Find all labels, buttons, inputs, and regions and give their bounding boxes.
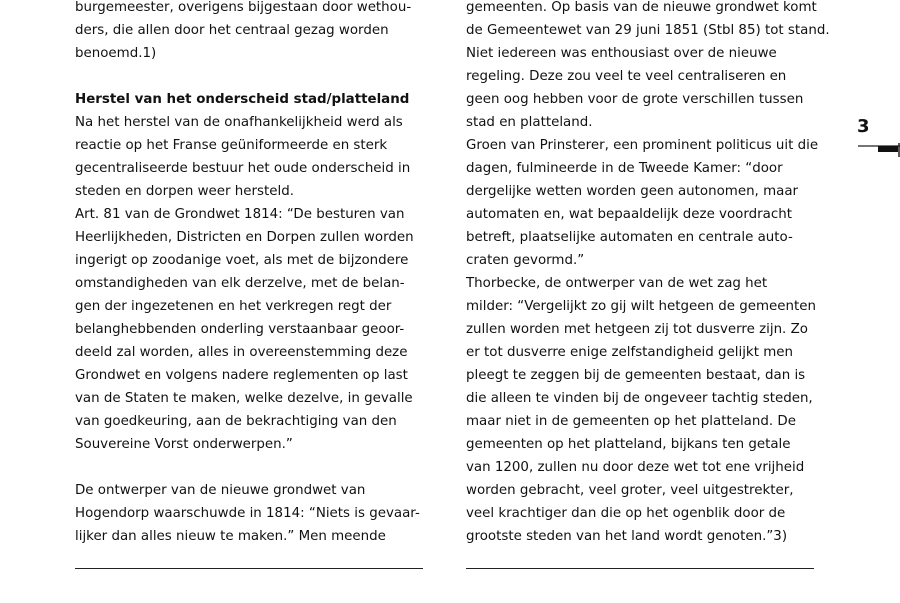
body-text-line: van 1200, zullen nu door deze wet tot ene vrijheid	[466, 460, 805, 475]
body-text-line: regeling. Deze zou veel te veel centraliseren en	[466, 69, 787, 84]
body-text-line: zullen worden met hetgeen zij tot dusverre zijn. Zo	[466, 322, 808, 337]
body-text-line: maar niet in de gemeenten op het platteland. De	[466, 414, 796, 429]
paragraph-gap	[75, 65, 423, 88]
body-text-line: die alleen te vinden bij de ongeveer tachtig steden,	[466, 391, 813, 406]
body-text-line: ders, die allen door het centraal gezag worden	[75, 23, 389, 38]
body-text-line: de Gemeentewet van 29 juni 1851 (Stbl 85) tot stand.	[466, 23, 830, 38]
section-heading: Herstel van het onderscheid stad/platteland	[75, 92, 410, 107]
page-edge-marker	[858, 143, 900, 157]
left-text-column	[75, 0, 423, 548]
body-text-line: ingerigt op zoodanige voet, als met de bijzondere	[75, 253, 409, 268]
body-text-line: stad en platteland.	[466, 115, 593, 130]
body-text-line: burgemeester, overigens bijgestaan door wethou-	[75, 0, 412, 15]
body-text-line: er tot dusverre enige zelfstandigheid gelijkt men	[466, 345, 793, 360]
body-text-line: benoemd.1)	[75, 46, 157, 61]
body-text-line: lijker dan alles nieuw te maken.” Men meende	[75, 529, 386, 544]
body-text-line: gemeenten op het platteland, bijkans ten getale	[466, 437, 791, 452]
body-text-line: Hogendorp waarschuwde in 1814: “Niets is gevaar-	[75, 506, 420, 521]
body-text-line: omstandigheden van elk derzelve, met de belan-	[75, 276, 405, 291]
body-text-line: veel krachtiger dan die op het ogenblik door de	[466, 506, 786, 521]
body-text-line: Heerlijkheden, Districten en Dorpen zullen worden	[75, 230, 414, 245]
body-text-line: Thorbecke, de ontwerper van de wet zag het	[466, 276, 768, 291]
body-text-line: pleegt te zeggen bij de gemeenten bestaat, dan is	[466, 368, 806, 383]
body-text-line: Na het herstel van de onafhankelijkheid werd als	[75, 115, 403, 130]
body-text-line: gemeenten. Op basis van de nieuwe grondwet komt	[466, 0, 817, 15]
paragraph-gap	[75, 456, 423, 479]
body-text-line: De ontwerper van de nieuwe grondwet van	[75, 483, 366, 498]
body-text-line: Souvereine Vorst onderwerpen.”	[75, 437, 293, 452]
body-text-line: van goedkeuring, aan de bekrachtiging van den	[75, 414, 397, 429]
body-text-line: automaten en, wat bepaaldelijk deze voordracht	[466, 207, 792, 222]
body-text-line: dergelijke wetten worden geen autonomen, maar	[466, 184, 799, 199]
body-text-line: steden en dorpen weer hersteld.	[75, 184, 294, 199]
body-text-line: geen oog hebben voor de grote verschillen tussen	[466, 92, 804, 107]
page-number: 3	[857, 116, 870, 137]
right-text-column	[466, 0, 830, 548]
body-text-line: betreft, plaatselijke automaten en centrale auto-	[466, 230, 793, 245]
right-column-divider	[466, 568, 814, 569]
body-text-line: belanghebbenden onderling verstaanbaar geoor-	[75, 322, 405, 337]
left-column-divider	[75, 568, 423, 569]
body-text-line: grootste steden van het land wordt genoten.”3)	[466, 529, 788, 544]
body-text-line: Groen van Prinsterer, een prominent politicus uit die	[466, 138, 819, 153]
body-text-line: gen der ingezetenen en het verkregen regt der	[75, 299, 392, 314]
body-text-line: worden gebracht, veel groter, veel uitgestrekter,	[466, 483, 794, 498]
body-text-line: dagen, fulmineerde in de Tweede Kamer: “door	[466, 161, 783, 176]
body-text-line: Art. 81 van de Grondwet 1814: “De besturen van	[75, 207, 405, 222]
body-text-line: reactie op het Franse geüniformeerde en sterk	[75, 138, 388, 153]
body-text-line: Niet iedereen was enthousiast over de nieuwe	[466, 46, 777, 61]
body-text-line: Grondwet en volgens nadere reglementen op last	[75, 368, 408, 383]
body-text-line: craten gevormd.”	[466, 253, 585, 268]
body-text-line: milder: “Vergelijkt zo gij wilt hetgeen de gemeenten	[466, 299, 816, 314]
body-text-line: deeld zal worden, alles in overeenstemming deze	[75, 345, 408, 360]
body-text-line: gecentraliseerde bestuur het oude onderscheid in	[75, 161, 411, 176]
body-text-line: van de Staten te maken, welke dezelve, in gevalle	[75, 391, 413, 406]
